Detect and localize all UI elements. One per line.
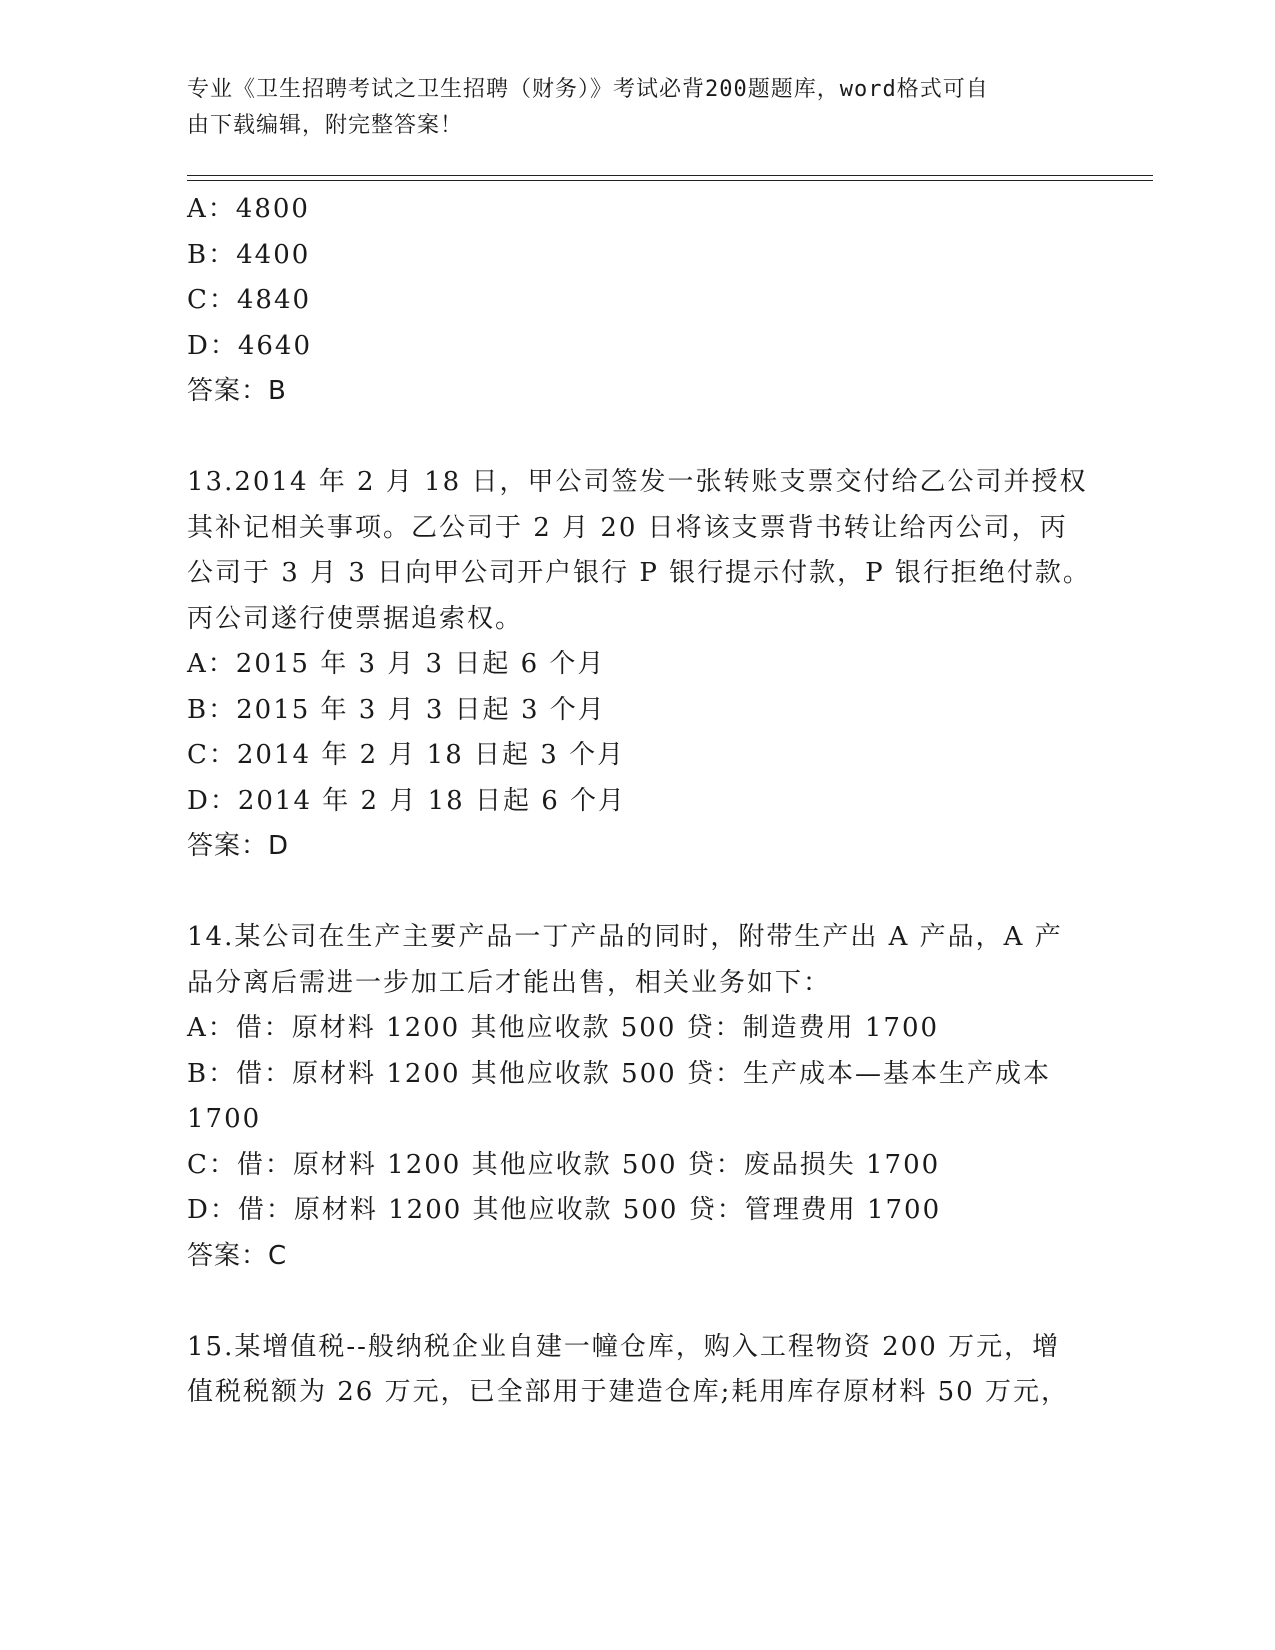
option-d: D：4640	[187, 330, 313, 361]
answer-line: 答案：B	[187, 376, 287, 406]
option-c: C：2014 年 2 月 18 日起 3 个月	[187, 740, 626, 770]
spacer	[187, 1279, 1067, 1325]
question-text-line: 15.某增值税--般纳税企业自建一幢仓库，购入工程物资 200 万元，增	[187, 1331, 1061, 1362]
option-c: C：借：原材料 1200 其他应收款 500 贷：废品损失 1700	[187, 1149, 941, 1180]
document-header	[187, 72, 1067, 144]
question-text-line: 公司于 3 月 3 日向甲公司开户银行 P 银行提示付款，P 银行拒绝付款。	[187, 558, 1091, 588]
question-text-line: 值税税额为 26 万元，已全部用于建造仓库;耗用库存原材料 50 万元，	[187, 1377, 1069, 1407]
header-double-rule	[187, 175, 1153, 181]
question-text-line: 14.某公司在生产主要产品一丁产品的同时，附带生产出 A 产品，A 产	[187, 922, 1063, 952]
answer-line: 答案：C	[187, 1240, 288, 1271]
option-a: A：4800	[187, 194, 310, 224]
header-title-line-2: 由下载编辑，附完整答案！	[187, 113, 464, 138]
question-15	[187, 1325, 1067, 1416]
header-title-line-1: 专业《卫生招聘考试之卫生招聘（财务）》考试必背200题题库，word格式可自	[187, 77, 989, 102]
question-14	[187, 915, 1067, 1279]
option-a: A：2015 年 3 月 3 日起 6 个月	[187, 649, 606, 679]
option-b-continued: 1700	[187, 1104, 262, 1134]
option-b: B：4400	[187, 239, 311, 270]
option-b: B：2015 年 3 月 3 日起 3 个月	[187, 694, 606, 725]
question-12-options	[187, 187, 1067, 415]
question-text-line: 其补记相关事项。乙公司于 2 月 20 日将该支票背书转让给丙公司，丙	[187, 512, 1068, 543]
question-text-line: 丙公司遂行使票据追索权。	[187, 603, 524, 634]
spacer	[187, 870, 1067, 916]
option-c: C：4840	[187, 285, 312, 315]
spacer	[187, 415, 1067, 461]
question-text-line: 品分离后需进一步加工后才能出售，相关业务如下：	[187, 967, 832, 998]
option-b: B：借：原材料 1200 其他应收款 500 贷：生产成本—基本生产成本	[187, 1058, 1051, 1089]
option-d: D：2014 年 2 月 18 日起 6 个月	[187, 785, 627, 816]
question-text-line: 13.2014 年 2 月 18 日，甲公司签发一张转账支票交付给乙公司并授权	[187, 467, 1088, 497]
option-d: D：借：原材料 1200 其他应收款 500 贷：管理费用 1700	[187, 1195, 942, 1225]
option-a: A：借：原材料 1200 其他应收款 500 贷：制造费用 1700	[187, 1013, 940, 1043]
document-body	[187, 187, 1091, 1416]
answer-line: 答案：D	[187, 831, 290, 861]
question-13	[187, 460, 1091, 870]
